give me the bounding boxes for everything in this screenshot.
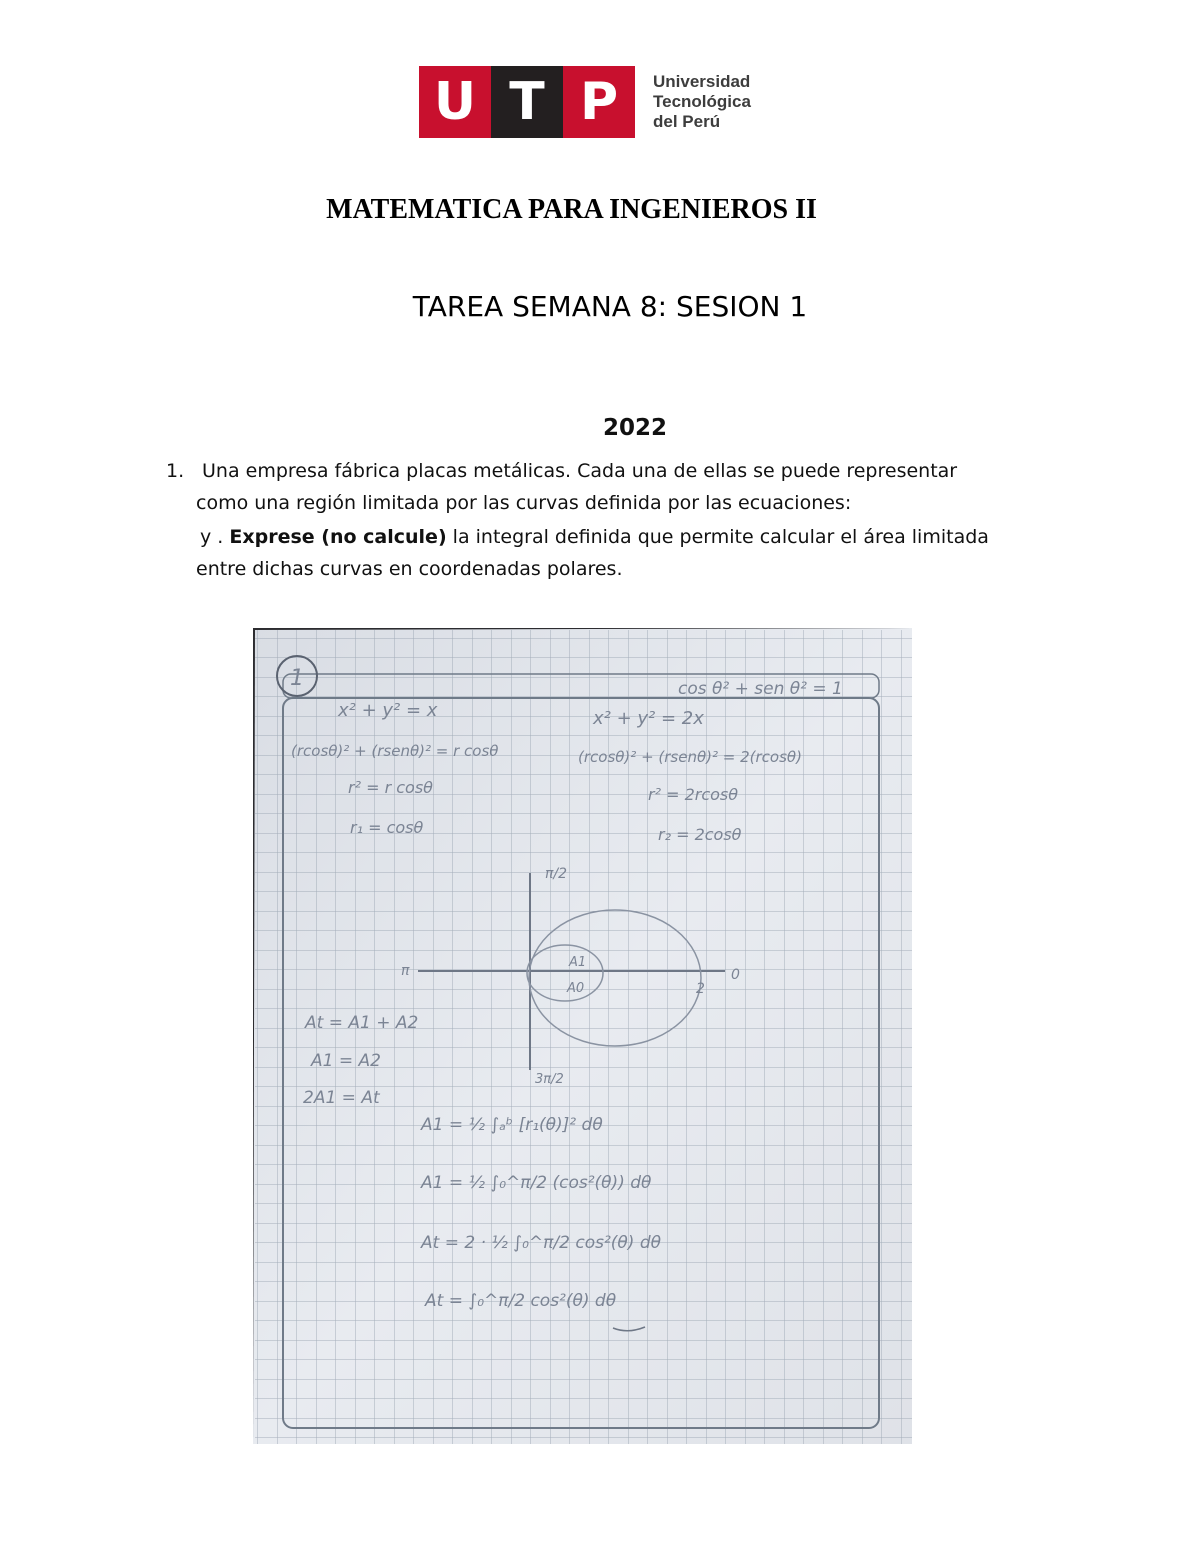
logo-name-line: Universidad — [653, 72, 751, 91]
area-relation-1: At = A1 + A2 — [305, 1013, 419, 1033]
region-a1: A1 — [569, 955, 587, 970]
logo-name-line: del Perú — [653, 112, 721, 131]
logo-letter-u: U — [419, 66, 491, 138]
area-relation-2: A1 = A2 — [311, 1051, 381, 1071]
axis-label-right: 0 — [731, 967, 740, 983]
problem-line-4: entre dichas curvas en coordenadas polares. — [196, 558, 623, 580]
problem-emphasis: Exprese (no calcule) — [229, 526, 447, 548]
left-eq-3: r² = r cosθ — [348, 778, 433, 797]
problem-line-3 — [166, 521, 1046, 553]
axis-label-bottom: 3π/2 — [535, 1072, 564, 1087]
integral-1: A1 = ½ ∫ₐᵇ [r₁(θ)]² dθ — [421, 1115, 603, 1135]
region-a0: A0 — [567, 981, 585, 996]
integral-3: At = 2 · ½ ∫₀^π/2 cos²(θ) dθ — [421, 1233, 662, 1253]
integral-4: At = ∫₀^π/2 cos²(θ) dθ — [425, 1291, 617, 1311]
problem-line-1: Una empresa fábrica placas metálicas. Cada una de ellas se puede representar — [202, 460, 958, 482]
right-eq-1: x² + y² = 2x — [593, 708, 704, 729]
left-eq-2: (rcosθ)² + (rsenθ)² = r cosθ — [291, 742, 499, 760]
problem-line-3-prefix: y . — [200, 526, 224, 548]
problem-statement — [166, 455, 1046, 585]
left-eq-4: r₁ = cosθ — [350, 818, 424, 837]
integral-2: A1 = ½ ∫₀^π/2 (cos²(θ)) dθ — [421, 1173, 652, 1193]
right-eq-2: (rcosθ)² + (rsenθ)² = 2(rcosθ) — [578, 748, 802, 766]
year-heading: 2022 — [602, 415, 667, 441]
axis-label-top: π/2 — [545, 866, 568, 882]
circled-number: 1 — [290, 666, 304, 691]
axis-label-left: π — [401, 963, 410, 979]
handwritten-notes-photo — [253, 628, 912, 1444]
problem-line-2: como una región limitada por las curvas definida por las ecuaciones: — [196, 492, 852, 514]
utp-logo — [419, 66, 751, 138]
task-title: TAREA SEMANA 8: SESION 1 — [412, 290, 808, 323]
problem-line-3-rest: la integral definida que permite calcular el área limitada — [452, 526, 989, 548]
right-eq-4: r₂ = 2cosθ — [658, 825, 742, 844]
course-title: MATEMATICA PARA INGENIEROS II — [326, 194, 817, 225]
logo-university-name — [653, 72, 751, 132]
logo-letter-t: T — [491, 66, 563, 138]
area-relation-3: 2A1 = At — [303, 1088, 380, 1108]
problem-number: 1. — [166, 460, 185, 482]
right-eq-3: r² = 2rcosθ — [648, 785, 739, 804]
logo-name-line: Tecnológica — [653, 92, 751, 111]
left-eq-1: x² + y² = x — [338, 700, 438, 721]
identity-note: cos θ² + sen θ² = 1 — [678, 679, 843, 699]
logo-letter-p: P — [563, 66, 635, 138]
axis-tick-2: 2 — [696, 981, 705, 997]
